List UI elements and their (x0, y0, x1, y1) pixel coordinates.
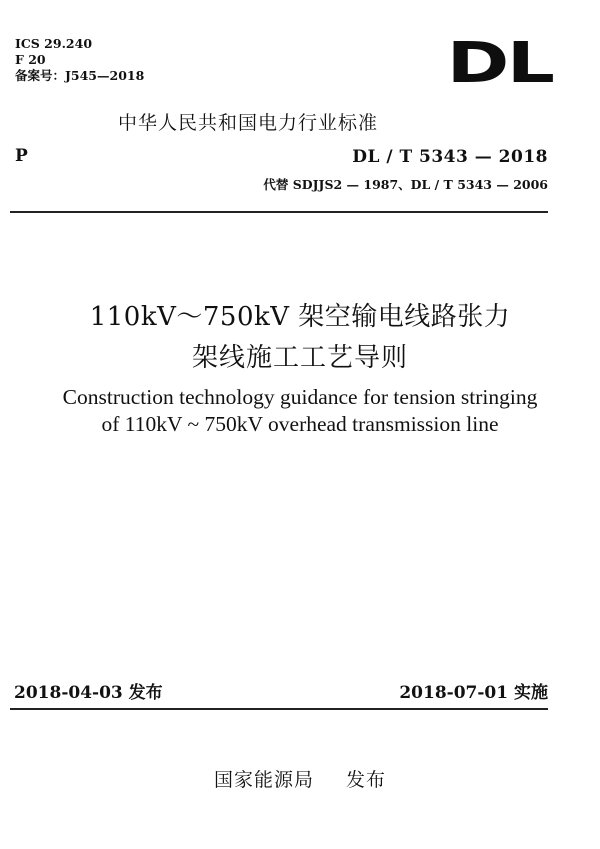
ics-block (15, 36, 144, 84)
ccs-code: F 20 (15, 52, 46, 67)
filing-number: 备案号：J545—2018 (15, 68, 145, 83)
issue-date: 2018-04-03 发布 (14, 683, 163, 703)
title-english-line-2: of 110kV ~ 750kV overhead transmission line (101, 412, 499, 436)
dl-logo: DL (446, 31, 552, 96)
title-english-line-1: Construction technology guidance for tension stringing (62, 385, 538, 409)
replaces-note: 代替 SDJJS2 — 1987、DL / T 5343 — 2006 (263, 177, 548, 192)
title-chinese-line-2: 架线施工工艺导则 (191, 343, 408, 373)
classification-letter: P (15, 146, 28, 166)
publisher-action: 发布 (346, 769, 387, 791)
standard-number: DL / T 5343 — 2018 (352, 147, 548, 167)
implementation-date: 2018-07-01 实施 (399, 683, 548, 703)
ics-code: ICS 29.240 (15, 36, 93, 51)
bottom-divider (10, 708, 548, 710)
publisher-line (0, 765, 600, 792)
industry-standard-heading: 中华人民共和国电力行业标准 (118, 112, 379, 134)
publisher-agency: 国家能源局 (213, 769, 314, 791)
top-divider (10, 211, 548, 213)
title-chinese-line-1: 110kV～750kV 架空输电线路张力 (89, 302, 511, 332)
